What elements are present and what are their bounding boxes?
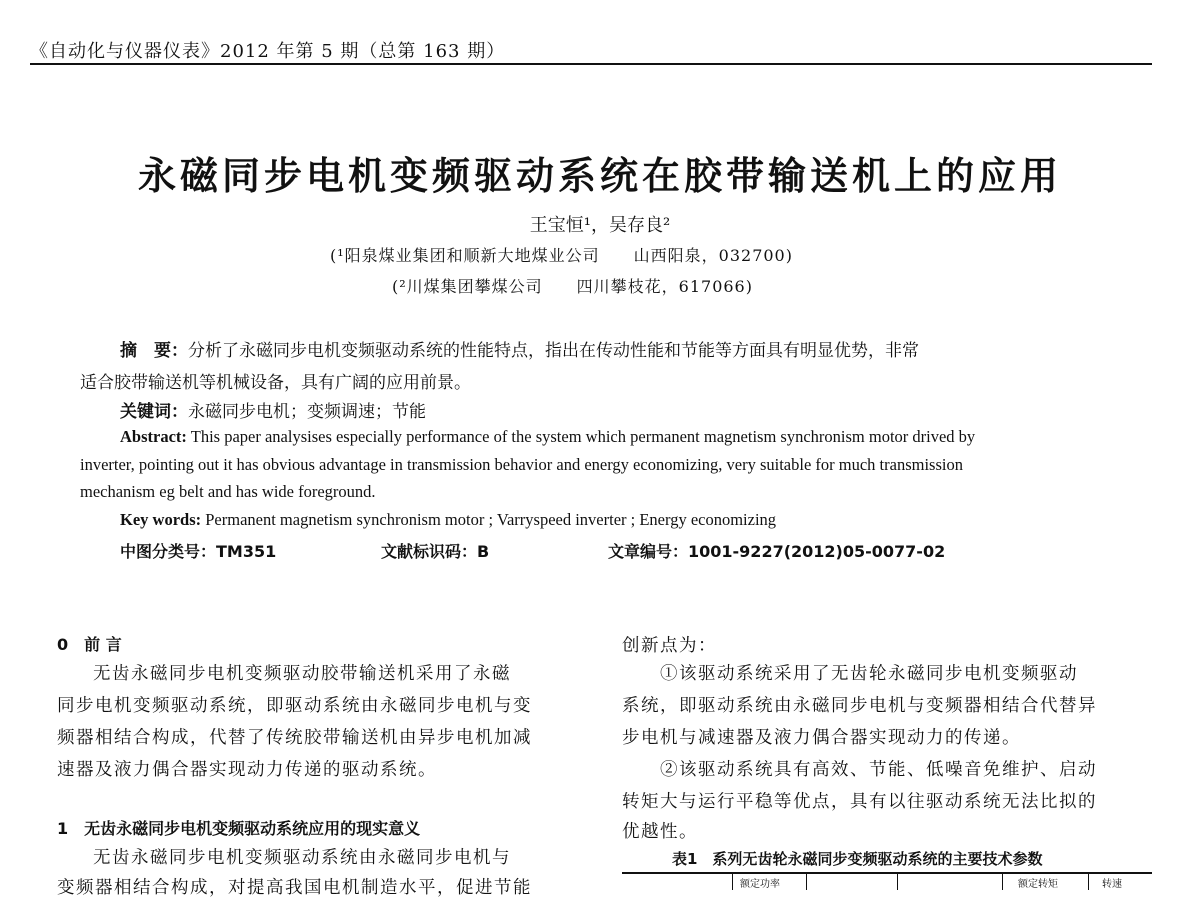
- sec1-line-1: 无齿永磁同步电机变频驱动系统由永磁同步电机与: [93, 848, 511, 868]
- keywords-en: [120, 510, 776, 530]
- section-0-heading: 0 前 言: [57, 635, 122, 654]
- table-1-caption: 表1 系列无齿轮永磁同步变频驱动系统的主要技术参数: [672, 850, 1043, 868]
- abstract-en-line2: inverter, pointing out it has obvious advantage in transmission behavior and energy economizing, very suitable for much transmission: [80, 455, 963, 474]
- right-line-1: 创新点为：: [622, 636, 717, 656]
- article-number: 文章编号：1001-9227(2012)05-0077-02: [608, 542, 946, 561]
- sec0-line-1: 无齿永磁同步电机变频驱动胶带输送机采用了永磁: [93, 664, 511, 684]
- abstract-en-text1: This paper analysises especially performance of the system which permanent magnetism synchronism motor drived by: [190, 427, 976, 446]
- paper-title: 永磁同步电机变频驱动系统在胶带输送机上的应用: [137, 153, 1062, 198]
- sec1-line-2: 变频器相结合构成，对提高我国电机制造水平，促进节能: [57, 878, 532, 898]
- sec0-line-4: 速器及液力偶合器实现动力传递的驱动系统。: [57, 760, 437, 780]
- right-line-2: ①该驱动系统采用了无齿轮永磁同步电机变频驱动: [660, 664, 1078, 684]
- right-line-4: 步电机与减速器及液力偶合器实现动力的传递。: [622, 728, 1021, 748]
- clc-number: 中图分类号：TM351: [120, 542, 277, 561]
- keywords-en-text: Permanent magnetism synchronism motor ; Varryspeed inverter ; Energy economizing: [205, 510, 777, 529]
- abstract-en-line3: mechanism eg belt and has wide foreground.: [80, 482, 376, 501]
- keywords-cn: [120, 397, 426, 422]
- abstract-cn-text: 分析了永磁同步电机变频驱动系统的性能特点，指出在传动性能和节能等方面具有明显优势，非常: [188, 341, 919, 361]
- sec0-line-2: 同步电机变频驱动系统，即驱动系统由永磁同步电机与变: [57, 696, 532, 716]
- right-line-5: ②该驱动系统具有高效、节能、低噪音免维护、启动: [660, 760, 1097, 780]
- table-header-speed: 转速: [1102, 879, 1122, 890]
- abstract-cn-line1: [120, 336, 919, 361]
- keywords-cn-label: 关键词：: [120, 402, 188, 422]
- right-line-6: 转矩大与运行平稳等优点，具有以往驱动系统无法比拟的: [622, 792, 1097, 812]
- abstract-cn-label: 摘 要：: [120, 341, 188, 361]
- table-header-rated-torque: 额定转矩: [1018, 879, 1058, 890]
- affiliation-1: (¹阳泉煤业集团和顺新大地煤业公司 山西阳泉，032700): [330, 246, 793, 265]
- journal-header: 《自动化与仪器仪表》2012 年第 5 期（总第 163 期）: [30, 41, 506, 62]
- section-1-heading: 1 无齿永磁同步电机变频驱动系统应用的现实意义: [57, 819, 421, 838]
- table-header-rated-power: 额定功率: [740, 879, 780, 890]
- table-1: [622, 872, 1152, 890]
- right-line-7: 优越性。: [622, 822, 698, 842]
- keywords-cn-text: 永磁同步电机；变频调速；节能: [188, 402, 426, 422]
- header-rule: [30, 63, 1152, 65]
- abstract-cn-line2: 适合胶带输送机等机械设备，具有广阔的应用前景。: [80, 373, 471, 393]
- affiliation-2: (²川煤集团攀煤公司 四川攀枝花，617066): [392, 277, 753, 296]
- abstract-en-line1: [120, 427, 975, 447]
- abstract-en-label: Abstract:: [120, 427, 187, 446]
- keywords-en-label: Key words:: [120, 510, 202, 529]
- document-code: 文献标识码：B: [381, 542, 490, 561]
- sec0-line-3: 频器相结合构成，代替了传统胶带输送机由异步电机加减: [57, 728, 532, 748]
- authors: 王宝恒¹，吴存良²: [529, 215, 671, 236]
- right-line-3: 系统，即驱动系统由永磁同步电机与变频器相结合代替异: [622, 696, 1097, 716]
